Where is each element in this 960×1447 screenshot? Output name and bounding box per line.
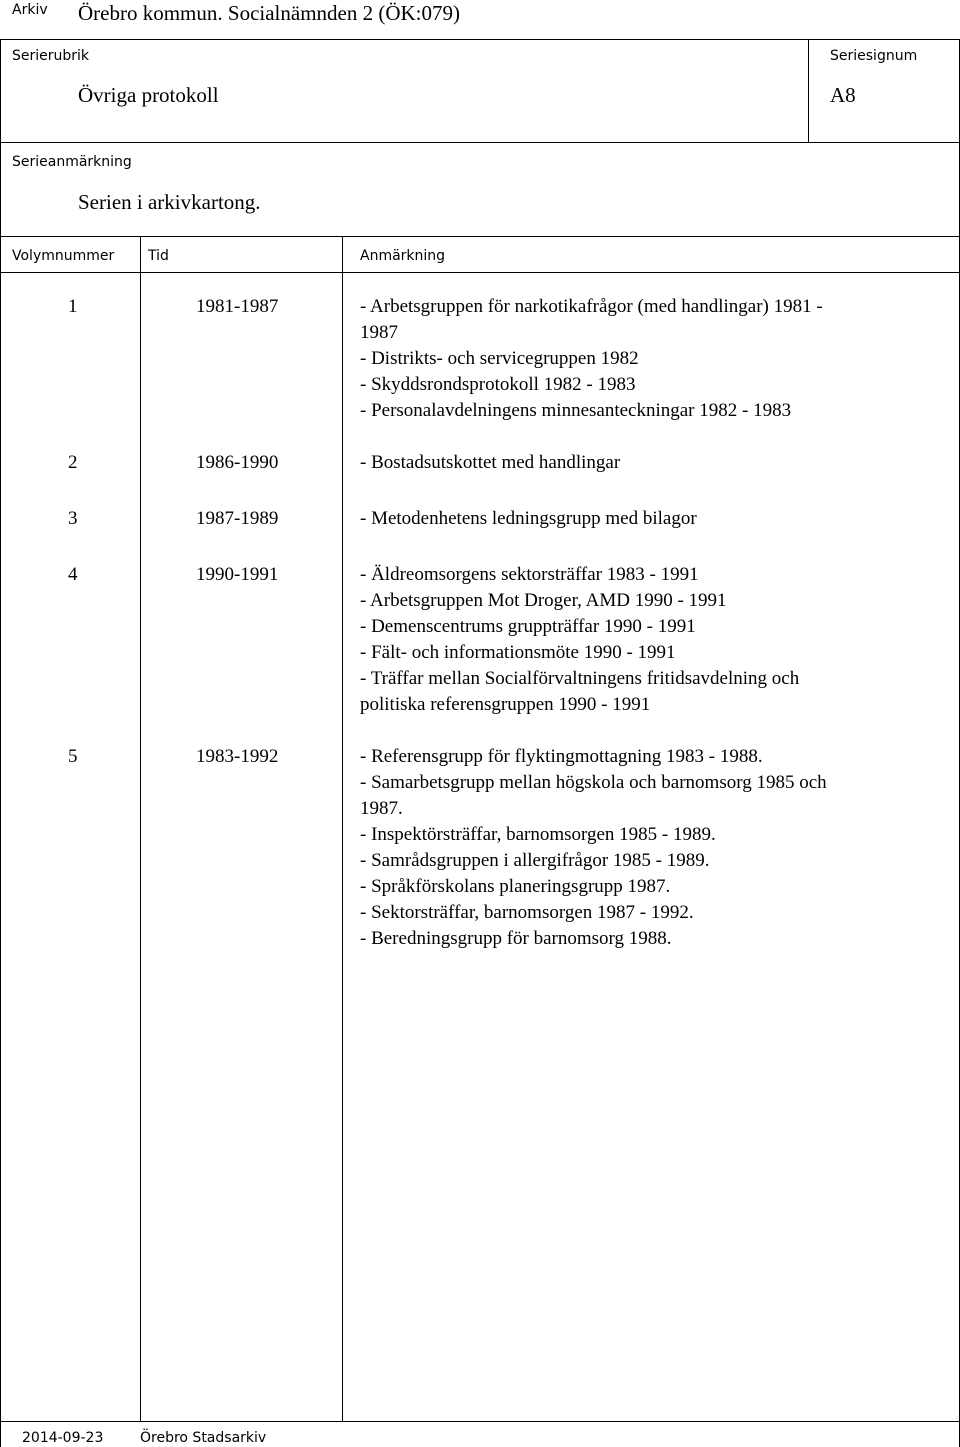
footer-date: 2014-09-23 <box>22 1430 104 1446</box>
note-line: - Språkförskolans planeringsgrupp 1987. <box>360 876 671 897</box>
volume-notes <box>360 744 920 952</box>
volume-notes <box>360 506 920 532</box>
col-header-anmarkning: Anmärkning <box>360 248 446 264</box>
volume-time: 1983-1992 <box>196 746 279 767</box>
volume-number: 4 <box>68 564 78 585</box>
seriesignum-value: A8 <box>830 83 856 107</box>
volume-notes <box>360 562 920 718</box>
note-line: 1987. <box>360 798 403 819</box>
remark-rule <box>0 236 960 237</box>
note-line: - Samarbetsgrupp mellan högskola och barnomsorg 1985 och <box>360 772 827 793</box>
volume-time: 1986-1990 <box>196 452 279 473</box>
col-header-tid: Tid <box>148 248 169 264</box>
arkiv-title: Örebro kommun. Socialnämnden 2 (ÖK:079) <box>78 1 461 25</box>
note-line: - Personalavdelningens minnesanteckningar 1982 - 1983 <box>360 400 792 421</box>
note-line: - Bostadsutskottet med handlingar <box>360 452 621 473</box>
serieanmarkning-label: Serieanmärkning <box>12 154 132 170</box>
note-line: - Inspektörsträffar, barnomsorgen 1985 - 1989. <box>360 824 716 845</box>
volume-time: 1981-1987 <box>196 296 279 317</box>
volume-number: 2 <box>68 452 78 473</box>
volume-time: 1990-1991 <box>196 564 279 585</box>
volume-notes <box>360 450 920 476</box>
note-line: - Metodenhetens ledningsgrupp med bilagor <box>360 508 697 529</box>
note-line: politiska referensgruppen 1990 - 1991 <box>360 694 651 715</box>
note-line: - Beredningsgrupp för barnomsorg 1988. <box>360 928 672 949</box>
note-line: - Demenscentrums gruppträffar 1990 - 1991 <box>360 616 696 637</box>
signum-divider <box>808 39 809 142</box>
note-line: 1987 <box>360 322 398 343</box>
serieanmarkning-value: Serien i arkivkartong. <box>78 190 261 214</box>
columns-rule <box>0 272 960 273</box>
note-line: - Arbetsgruppen för narkotikafrågor (med handlingar) 1981 - <box>360 296 823 317</box>
frame-left-line <box>0 39 1 1447</box>
header-top-rule <box>0 39 960 40</box>
note-line: - Samrådsgruppen i allergifrågor 1985 - 1989. <box>360 850 710 871</box>
footer-archive-name: Örebro Stadsarkiv <box>140 1430 267 1446</box>
col-divider-tid <box>140 236 141 1422</box>
serierubrik-label: Serierubrik <box>12 48 90 64</box>
col-divider-anmarkning <box>342 236 343 1422</box>
note-line: - Fält- och informationsmöte 1990 - 1991 <box>360 642 676 663</box>
note-line: - Sektorsträffar, barnomsorgen 1987 - 1992. <box>360 902 694 923</box>
note-line: - Träffar mellan Socialförvaltningens fritidsavdelning och <box>360 668 800 689</box>
arkiv-label: Arkiv <box>12 2 48 18</box>
note-line: - Arbetsgruppen Mot Droger, AMD 1990 - 1991 <box>360 590 727 611</box>
volume-number: 5 <box>68 746 78 767</box>
seriesignum-label: Seriesignum <box>830 48 918 64</box>
volume-number: 1 <box>68 296 78 317</box>
serierubrik-value: Övriga protokoll <box>78 83 219 107</box>
note-line: - Distrikts- och servicegruppen 1982 <box>360 348 639 369</box>
footer-rule <box>0 1421 960 1422</box>
note-line: - Äldreomsorgens sektorsträffar 1983 - 1991 <box>360 564 699 585</box>
note-line: - Referensgrupp för flyktingmottagning 1983 - 1988. <box>360 746 763 767</box>
series-rule <box>0 142 960 143</box>
volume-number: 3 <box>68 508 78 529</box>
volume-time: 1987-1989 <box>196 508 279 529</box>
col-header-volymnummer: Volymnummer <box>12 248 115 264</box>
volume-notes <box>360 294 920 424</box>
note-line: - Skyddsrondsprotokoll 1982 - 1983 <box>360 374 636 395</box>
